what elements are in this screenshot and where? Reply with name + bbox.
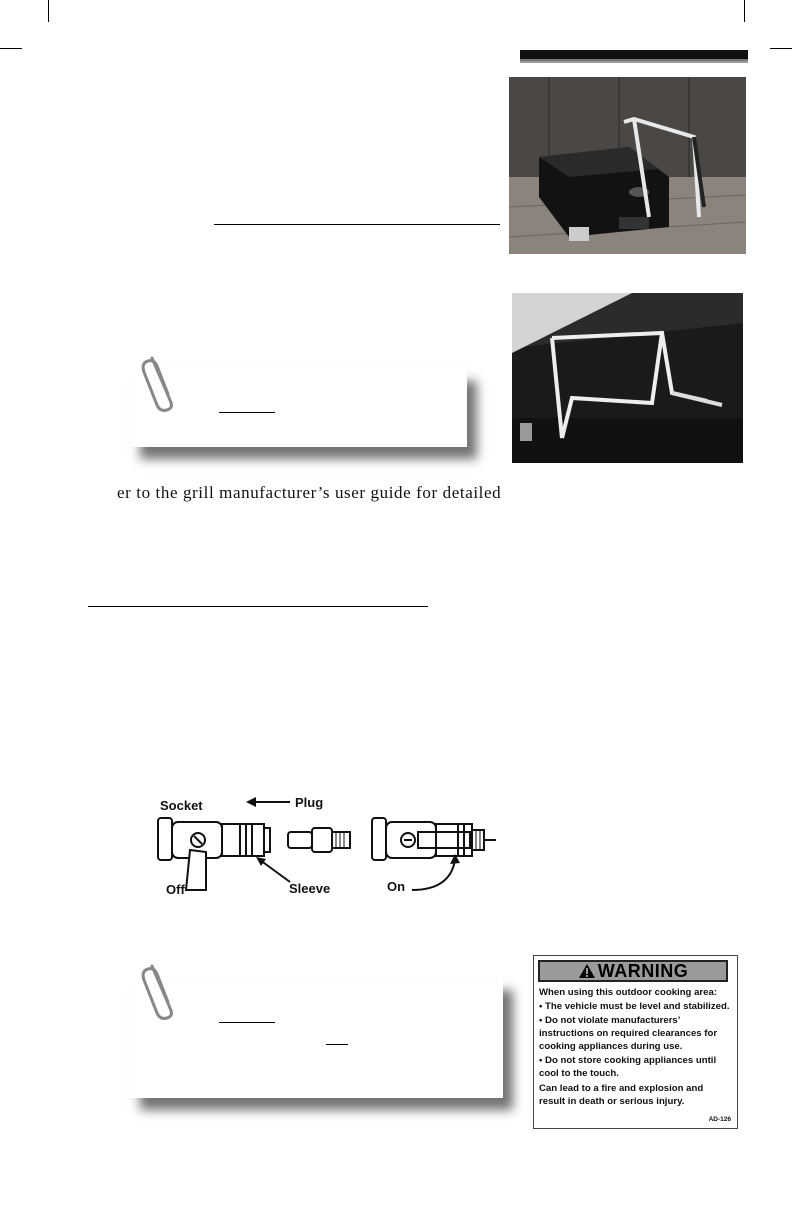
heading-underline-2 — [88, 606, 428, 607]
warning-line: result in death or serious injury. — [539, 1096, 685, 1107]
crop-mark-top-right — [770, 48, 792, 49]
label-socket: Socket — [160, 798, 203, 813]
note-underline-1 — [219, 412, 275, 413]
crop-mark-top-right-v — [744, 0, 745, 22]
warning-title: WARNING — [597, 961, 689, 981]
paperclip-icon — [140, 350, 180, 412]
note-box-2 — [130, 978, 503, 1098]
grill-stand-photo — [512, 293, 743, 463]
note-box-1 — [130, 369, 467, 447]
warning-line: • Do not store cooking appliances until — [539, 1055, 717, 1066]
warning-line: • The vehicle must be level and stabilized. — [539, 1001, 730, 1012]
warning-code: AD-126 — [708, 1116, 731, 1123]
warning-line: cool to the touch. — [539, 1068, 619, 1079]
label-on: On — [387, 879, 406, 894]
paperclip-icon — [140, 958, 180, 1020]
warning-line: Can lead to a fire and explosion and — [539, 1083, 704, 1094]
crop-mark-top-left — [0, 48, 22, 49]
warning-decal — [533, 955, 738, 1129]
crop-mark-top-left-v — [48, 0, 49, 22]
warning-header — [538, 960, 728, 982]
label-plug: Plug — [295, 795, 324, 810]
warning-line: When using this outdoor cooking area: — [539, 987, 718, 998]
label-sleeve: Sleeve — [289, 881, 331, 896]
label-off: Off — [166, 882, 185, 897]
warning-line: • Do not violate manufacturers’ — [539, 1015, 681, 1026]
warning-triangle-icon — [578, 963, 596, 979]
heading-underline-1 — [214, 224, 500, 225]
grill-photo-1 — [509, 77, 746, 254]
body-text-line: er to the grill manufacturer’s user guide for detailed — [117, 483, 502, 502]
warning-line: instructions on required clearances for — [539, 1028, 718, 1039]
warning-line: cooking appliances during use. — [539, 1041, 683, 1052]
note-underline-2a — [219, 1022, 275, 1023]
section-header-rule — [520, 50, 748, 59]
note-underline-2b — [326, 1044, 348, 1045]
